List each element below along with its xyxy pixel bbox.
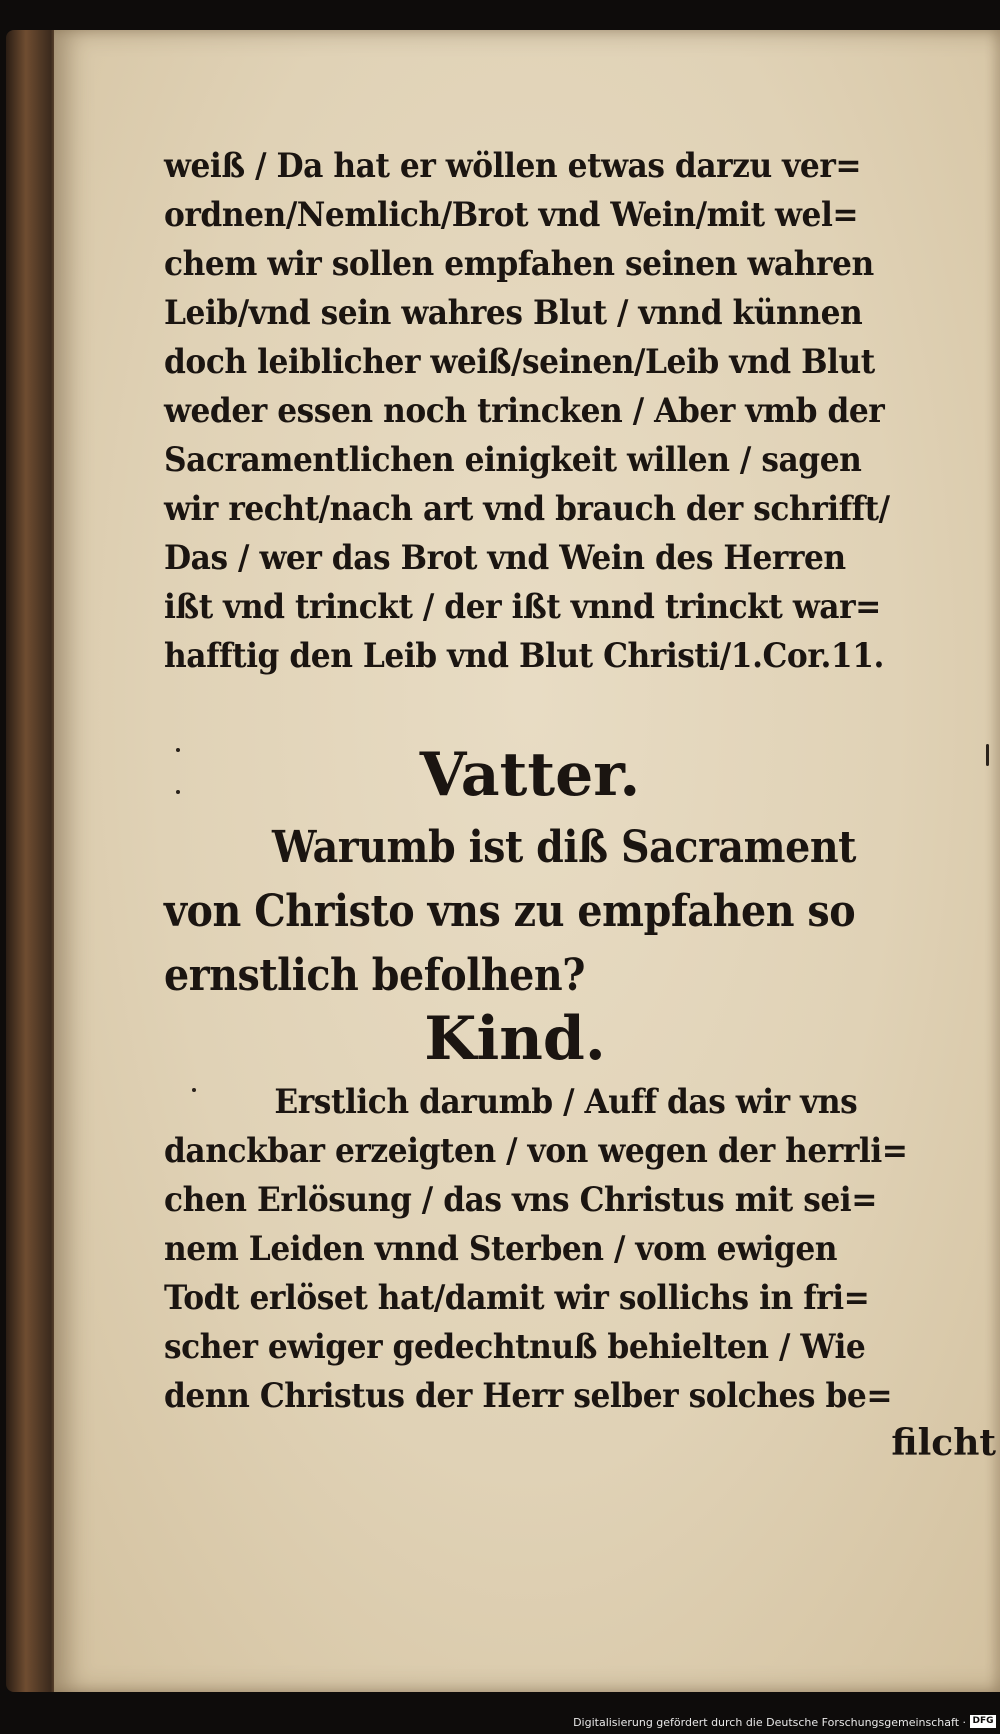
catchword: filcht	[891, 1422, 996, 1464]
text-line: hafftig den Leib vnd Blut Christi/1.Cor.11.	[164, 636, 884, 676]
question-line: von Christo vns zu empfahen so	[164, 886, 856, 937]
question-line: ernstlich befolhen?	[164, 950, 586, 1001]
ink-speck	[176, 790, 180, 794]
ink-speck	[176, 748, 180, 752]
footer-bar	[0, 1708, 1000, 1734]
text-line: nem Leiden vnnd Sterben / vom ewigen	[164, 1229, 838, 1269]
text-line: Erstlich darumb / Auff das wir vns	[274, 1082, 858, 1122]
text-line: wir recht/nach art vnd brauch der schrifft/	[164, 489, 890, 529]
text-line: Todt erlöset hat/damit wir sollichs in fri=	[164, 1278, 870, 1318]
text-line: weder essen noch trincken / Aber vmb der	[164, 391, 885, 431]
speaker-heading-vatter: Vatter.	[419, 740, 641, 810]
text-line: scher ewiger gedechtnuß behielten / Wie	[164, 1327, 866, 1367]
text-line: ordnen/Nemlich/Brot vnd Wein/mit wel=	[164, 195, 859, 235]
text-line: denn Christus der Herr selber solches be=	[164, 1376, 893, 1416]
text-line: ißt vnd trinckt / der ißt vnnd trinckt war=	[164, 587, 881, 627]
ink-speck	[192, 1088, 196, 1092]
footer-credit: Digitalisierung gefördert durch die Deutsche Forschungsgemeinschaft ·	[573, 1716, 966, 1729]
text-line: Leib/vnd sein wahres Blut / vnnd künnen	[164, 293, 863, 333]
ink-mark	[986, 744, 989, 766]
text-line: Sacramentlichen einigkeit willen / sagen	[164, 440, 862, 480]
question-block	[164, 816, 984, 1008]
text-line: danckbar erzeigten / von wegen der herrli=	[164, 1131, 908, 1171]
paragraph-2	[164, 1078, 984, 1421]
text-line: chen Erlösung / das vns Christus mit sei=	[164, 1180, 877, 1220]
text-line: weiß / Da hat er wöllen etwas darzu ver=	[164, 146, 862, 186]
text-line: chem wir sollen empfahen seinen wahren	[164, 244, 874, 284]
question-line: Warumb ist diß Sacrament	[272, 822, 857, 873]
text-line: doch leiblicher weiß/seinen/Leib vnd Blut	[164, 342, 875, 382]
text-line: Das / wer das Brot vnd Wein des Herren	[164, 538, 846, 578]
paragraph-1	[164, 142, 984, 681]
dfg-logo: DFG	[970, 1715, 996, 1728]
speaker-heading-kind: Kind.	[424, 1004, 606, 1074]
